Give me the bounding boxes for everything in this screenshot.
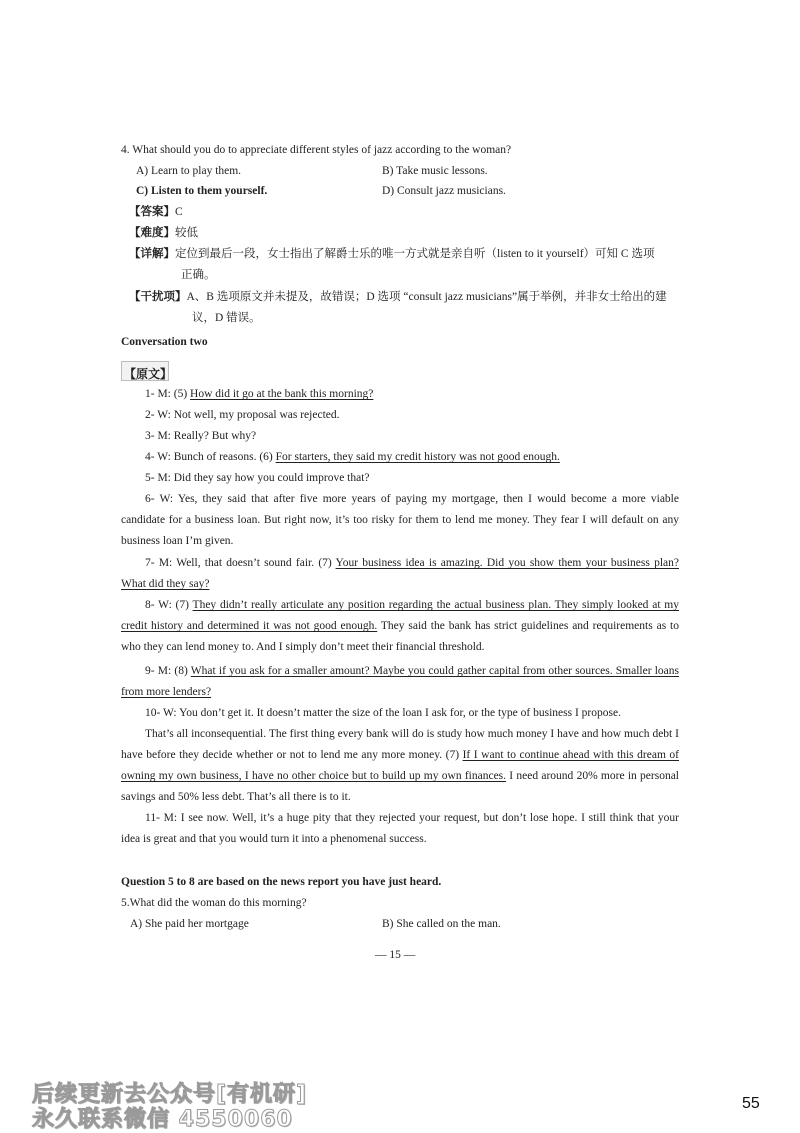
line-1-speaker: 1- M: (5)	[145, 388, 191, 400]
answer-value: C	[175, 206, 183, 218]
question-4-text: 4. What should you do to appreciate different styles of jazz according to the woman?	[121, 144, 512, 156]
line-4-underlined: For starters, they said my credit history was not good enough.	[275, 451, 560, 463]
transcript-line-3: 3- M: Really? But why?	[145, 430, 257, 442]
option-d: D) Consult jazz musicians.	[382, 185, 506, 197]
distractor-tag: 【干扰项】	[129, 291, 187, 303]
line-8-speaker: 8- W: (7)	[145, 599, 193, 611]
difficulty-tag: 【难度】	[129, 227, 175, 239]
line-8-rest: They said the bank has strict guidelines and requirements as to who they can lend money to. And I simply don’t meet their financial threshold.	[121, 620, 679, 653]
detail-tag: 【详解】	[129, 248, 175, 260]
line-8-underlined: They didn’t really articulate any position regarding the actual business plan. They simply looked at my credit history and determined it was not good enough.	[121, 599, 679, 632]
line-1-underlined: How did it go at the bank this morning?	[190, 388, 374, 400]
line-7-underlined: Your business idea is amazing. Did you show them your business plan? What did they say?	[121, 557, 679, 590]
transcript-tag-box	[121, 361, 173, 381]
watermark-line-1: 后续更新去公众号[有机研]	[32, 1082, 308, 1107]
option-b: B) Take music lessons.	[382, 165, 488, 177]
transcript-line-10: 10- W: You don’t get it. It doesn’t matter the size of the loan I ask for, or the type of business I propose.	[145, 707, 621, 719]
answer-row	[129, 207, 183, 219]
transcript-line-4	[145, 452, 560, 464]
distractor-row	[129, 292, 667, 304]
option-c-correct: C) Listen to them yourself.	[136, 185, 268, 197]
transcript-line-10-cont	[121, 724, 679, 808]
transcript-line-9	[121, 661, 679, 703]
transcript-line-1	[145, 389, 373, 401]
line-4-speaker: 4- W: Bunch of reasons. (6)	[145, 451, 276, 463]
transcript-line-6: 6- W: Yes, they said that after five more years of paying my mortgage, then I would become a more viable candidate for a business loan. But right now, it’s too risky for them to lend me money. They fear I will default on any business loan I’m given.	[121, 493, 679, 547]
question-5-text: 5.What did the woman do this morning?	[121, 897, 307, 909]
detail-text-cont: 正确。	[181, 269, 216, 281]
transcript-tag: 【原文】	[124, 367, 173, 381]
detail-row	[129, 249, 654, 261]
transcript-line-7	[121, 553, 679, 595]
line-10b-rest: I need around 20% more in personal savings and 50% less debt. That’s all there is to it.	[121, 770, 679, 803]
transcript-line-2: 2- W: Not well, my proposal was rejected.	[145, 409, 340, 421]
page-number: 55	[742, 1095, 760, 1112]
distractor-text: A、B 选项原文并未提及，故错误；D 选项 “consult jazz musicians”属于举例，并非女士给出的建	[186, 291, 667, 303]
distractor-text-cont: 议，D 错误。	[192, 312, 261, 324]
q5-option-a: A) She paid her mortgage	[130, 918, 249, 930]
detail-text: 定位到最后一段，女士指出了解爵士乐的唯一方式就是亲自听（listen to it yourself）可知 C 选项	[175, 248, 655, 260]
line-10b-text: That’s all inconsequential. The first thing every bank will do is study how much money I have and how much debt I have before they decide whether or not to lend me any more money. (7)	[121, 728, 679, 761]
answer-tag: 【答案】	[129, 206, 175, 218]
difficulty-row	[129, 228, 198, 240]
line-10b-underlined: If I want to continue ahead with this dream of owning my own business, I have no other choice but to build up my own finances.	[121, 749, 680, 782]
difficulty-value: 较低	[175, 227, 198, 239]
section-title: Conversation two	[121, 336, 208, 348]
watermark-line-2: 永久联系微信 4550060	[32, 1107, 293, 1132]
inner-page-number: — 15 —	[375, 949, 416, 961]
transcript-line-5: 5- M: Did they say how you could improve that?	[145, 472, 370, 484]
line-9-speaker: 9- M: (8)	[145, 665, 191, 677]
option-a: A) Learn to play them.	[136, 165, 242, 177]
transcript-line-11: 11- M: I see now. Well, it’s a huge pity that they rejected your request, but don’t lose hope. I still think that your idea is great and that you would turn it into a phenomenal success.	[121, 812, 679, 845]
line-9-underlined: What if you ask for a smaller amount? Maybe you could gather capital from other sources. Smaller loans from more lenders?	[121, 665, 679, 698]
transcript-line-8	[121, 595, 679, 658]
q5-option-b: B) She called on the man.	[382, 918, 501, 930]
question-group-heading: Question 5 to 8 are based on the news report you have just heard.	[121, 876, 442, 888]
line-7-speaker: 7- M: Well, that doesn’t sound fair. (7)	[145, 557, 336, 569]
